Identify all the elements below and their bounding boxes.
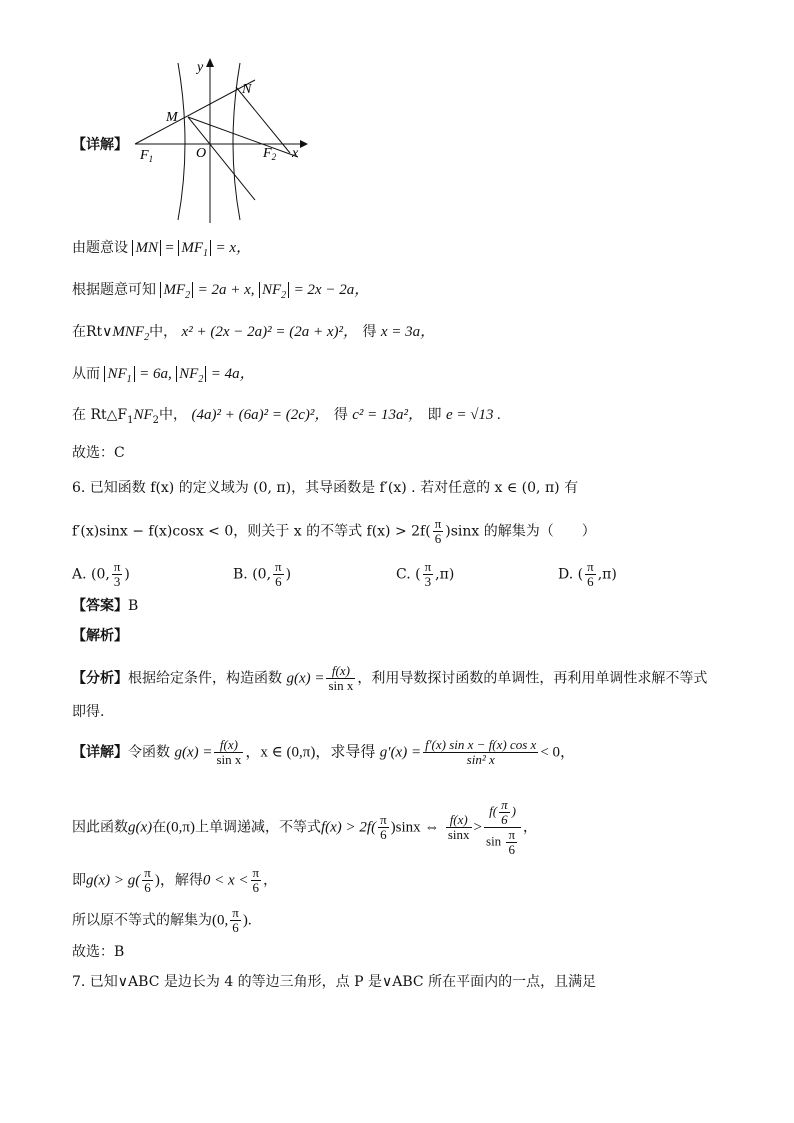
label-x: x bbox=[292, 146, 299, 161]
question-7: 7. 已知∨ABC 是边长为 4 的等边三角形，点 P 是∨ABC 所在平面内的一点，且满足 bbox=[72, 974, 597, 990]
detail-line-3: 即g(x) > g( $\frac{\pi}{6}$ )，解得0 < x < $\frac{\pi}{6}$ ， bbox=[72, 865, 278, 895]
answer: 【答案】B bbox=[72, 598, 139, 614]
choice-b: 故选：B bbox=[72, 944, 125, 960]
label-F1: $F_1$ bbox=[140, 148, 154, 164]
choice-c: 故选：C bbox=[72, 445, 125, 461]
step-2: 根据题意可知 $MF_2 = 2a + x$, $NF_2 = 2x - 2a$， bbox=[72, 282, 370, 301]
analysis-label: 【解析】 bbox=[72, 628, 128, 644]
label-F2: $F_2$ bbox=[263, 146, 277, 162]
step-1: 由题意设 MN = $MF_1 = x$， bbox=[72, 240, 251, 259]
hyperbola-left-branch bbox=[178, 63, 185, 220]
hyperbola-right-branch bbox=[233, 63, 240, 220]
detail-label-1: 【详解】 bbox=[72, 137, 128, 153]
detail-line-4: 所以原不等式的解集为(0, $\frac{\pi}{6}$ ). bbox=[72, 905, 252, 935]
question-6-line-1: 6. 已知函数 f(x) 的定义域为 (0, π)，其导函数是 f′(x) . 若对任意的 x ∈ (0, π) 有 bbox=[72, 480, 579, 496]
y-axis-arrow bbox=[206, 58, 214, 67]
hyperbola-figure bbox=[130, 55, 310, 230]
label-M: M bbox=[166, 110, 178, 125]
analysis-line-1: 【分析】根据给定条件，构造函数 g(x) = $\frac{f(x)}{\text{sin x}}$ ，利用导数探讨函数的单调性，再利用单调性求解不等式 bbox=[72, 663, 708, 693]
step-4: 从而 $NF_1 = 6a$, $NF_2 = 4a$， bbox=[72, 366, 255, 385]
label-O: O bbox=[196, 146, 207, 161]
option-b[interactable]: B. (0, $\frac{\pi}{6}$ ) bbox=[233, 559, 292, 589]
step-3: 在$Rt\vee MNF_2$中， x² + (2x − 2a)² = (2a + x)²， 得 x = 3a， bbox=[72, 324, 436, 343]
question-6-line-2: f′(x)sinx − f(x)cosx < 0，则关于 x 的不等式 f(x) > 2f( $\frac{\pi}{6}$ )sinx 的解集为（ ） bbox=[72, 516, 596, 546]
x-axis-arrow bbox=[300, 140, 308, 148]
detail-line-1: 【详解】令函数 g(x) = $\frac{f(x)}{\text{sin x}}$ ，x ∈ (0,π)，求导得 g′(x) = $\frac{\text{f′(x) sin x − f(x) cos x}}{\text{sin² x}}$ < 0， bbox=[72, 737, 576, 767]
option-a[interactable]: A. (0, $\frac{\pi}{3}$ ) bbox=[72, 559, 130, 589]
label-y: y bbox=[197, 60, 204, 75]
step-5: 在 $Rt\triangle F_1NF_2$中， (4a)² + (6a)² = (2c)²， 得 c² = 13a²， 即 e = √13 . bbox=[72, 407, 501, 426]
label-N: N bbox=[242, 82, 252, 97]
analysis-line-2: 即得. bbox=[72, 704, 105, 720]
option-c[interactable]: C. ( $\frac{\pi}{3}$ ,π) bbox=[396, 559, 455, 589]
detail-line-2: 因此函数g(x)在(0,π)上单调递减，不等式f(x) > 2f( $\frac{\pi}{6}$ )sinx ⇔ $\frac{f(x)}{\sin x}$ > f( $\frac{\pi}{6}$ ) sin $\frac{\pi}{6}$ ， bbox=[72, 797, 538, 857]
option-d[interactable]: D. ( $\frac{\pi}{6}$ ,π) bbox=[558, 559, 617, 589]
